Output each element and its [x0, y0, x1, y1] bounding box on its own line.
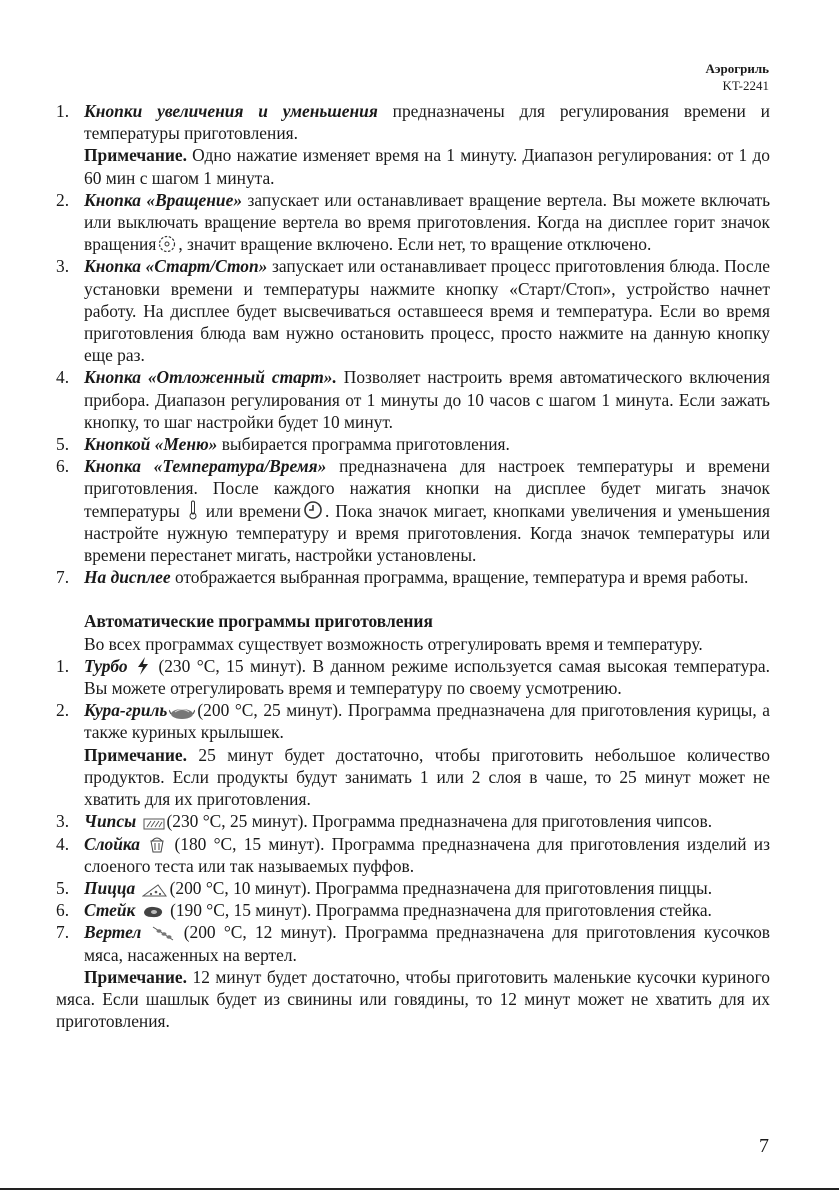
program-item-2 [56, 699, 770, 743]
item-text: отображается выбранная программа, вращение, температура и время работы. [170, 567, 749, 588]
item-title: Кнопка «Отложенный старт». [84, 367, 337, 388]
item-title: На дисплее [84, 567, 171, 588]
item-text: (230 °С, 25 минут). Программа предназначена для приготовления чипсов. [166, 811, 713, 832]
program-item-3 [56, 810, 770, 832]
item-title: Слойка [84, 833, 140, 854]
note-label: Примечание. [84, 744, 187, 765]
item-title: Пицца [84, 877, 136, 898]
item-text-tail: , значит вращение включено. Если нет, то вращение отключено. [178, 234, 652, 255]
item-text: выбирается программа приготовления. [217, 434, 510, 455]
thermometer-icon [188, 500, 198, 520]
item-title: Чипсы [84, 811, 137, 832]
control-item-4 [56, 366, 770, 433]
note-label: Примечание. [84, 966, 187, 987]
skewer-icon [152, 925, 174, 941]
note-text: 12 минут будет достаточно, чтобы приготовить маленькие кусочки куриного мяса. Если шашлык будет из свинины или говядины, то 12 минут может не хватить для их приготовления. [56, 966, 770, 1032]
bottom-rule [0, 1188, 839, 1190]
page-number: 7 [759, 1135, 769, 1157]
note-text: 25 минут будет достаточно, чтобы приготовить небольшое количество продуктов. Если продукты будут занимать 1 или 2 слоя в чаше, то 25 минут может не хватить для их приготовления. [84, 744, 770, 810]
item-text: (190 °С, 15 минут). Программа предназначена для приготовления стейка. [165, 900, 712, 921]
item-text: (200 °С, 25 минут). Программа предназначена для приготовления курицы, а также куриных крылышек. [84, 700, 770, 743]
program-item-1 [56, 655, 770, 699]
pastry-icon [149, 835, 165, 853]
item-title: Кура-гриль [84, 700, 168, 721]
control-item-6 [56, 455, 770, 566]
item-text: (230 °С, 15 минут). В данном режиме используется самая высокая температура. Вы можете отрегулировать время и температуру по своему усмотрению. [84, 655, 770, 699]
item-number: 7. [56, 922, 70, 943]
item-text: запускает или останавливает вращение вертела. Вы можете включать или выключать вращение вертела во время приготовления. Когда на дисплее горит значок вращения [84, 189, 771, 255]
item-number: 1. [56, 655, 70, 676]
item-title: Стейк [84, 900, 136, 921]
item-title: Турбо [84, 655, 128, 676]
page-content [56, 100, 770, 1032]
item-number: 5. [56, 434, 70, 455]
program-item-6 [56, 899, 770, 921]
item-text-tail: . Пока значок мигает, кнопками увеличения и уменьшения настройте нужную температуру и время приготовления. Когда значок температуры или времени перестанет мигать, настройки установлены. [84, 500, 770, 566]
final-note [56, 966, 770, 1033]
chicken-icon [169, 705, 195, 719]
item-text: (180 °С, 15 минут). Программа предназначена для приготовления изделий из слоеного теста или так называемых пуффов. [84, 833, 770, 876]
item-title: Кнопка «Вращение» [84, 189, 243, 210]
page-header [705, 60, 769, 94]
item-text: предназначены для регулирования времени и температуры приготовления. [84, 101, 770, 144]
fries-icon [143, 816, 165, 830]
control-item-7 [56, 566, 770, 588]
programs-heading: Автоматические программы приготовления [84, 611, 433, 632]
item-text: (200 °С, 12 минут). Программа предназначена для приготовления кусочков мяса, насаженных на вертел. [84, 922, 770, 965]
note-text: Одно нажатие изменяет время на 1 минуту. Диапазон регулирования: от 1 до 60 мин с шагом 1 минута. [84, 145, 770, 188]
programs-intro: Во всех программах существует возможность отрегулировать время и температуру. [84, 633, 703, 654]
lightning-icon [136, 657, 150, 675]
pizza-icon [142, 883, 168, 897]
program-item-4 [56, 833, 770, 877]
header-brand: Аэрогриль [705, 61, 769, 76]
item-title: Кнопки увеличения и уменьшения [84, 101, 378, 121]
item-number: 3. [56, 256, 70, 277]
item-title: Кнопка «Температура/Время» [84, 456, 327, 477]
item-number: 5. [56, 877, 70, 898]
item-number: 4. [56, 833, 70, 854]
item-text: (200 °С, 10 минут). Программа предназначена для приготовления пиццы. [169, 877, 713, 898]
steak-icon [142, 905, 164, 919]
program-item-7 [56, 921, 770, 965]
item-number: 6. [56, 456, 70, 477]
control-item-5 [56, 433, 770, 455]
item-number: 2. [56, 700, 70, 721]
item-title: Кнопкой «Меню» [84, 434, 218, 455]
item-number: 3. [56, 811, 70, 832]
item-text: предназначена для настроек температуры и времени приготовления. После каждого нажатия кнопки на дисплее будет мигать значок температуры [84, 456, 770, 521]
item-text-mid: или времени [199, 500, 301, 521]
item-number: 2. [56, 189, 70, 210]
control-item-1 [56, 100, 770, 144]
item-number: 7. [56, 567, 70, 588]
header-model: KT-2241 [722, 78, 769, 93]
rotation-icon [158, 235, 176, 253]
program-item-5 [56, 877, 770, 899]
control-note-1 [56, 144, 770, 188]
note-label: Примечание. [84, 145, 187, 166]
item-title: Вертел [84, 922, 142, 943]
item-number: 1. [56, 101, 70, 121]
item-text: Позволяет настроить время автоматического включения прибора. Диапазон регулирования от 1 минуты до 10 часов с шагом 1 минута. Если зажать кнопку, то шаг настройки будет 10 минут. [84, 367, 770, 432]
control-item-2 [56, 189, 770, 256]
clock-icon [303, 500, 323, 520]
control-item-3 [56, 255, 770, 366]
item-text: запускает или останавливает процесс приготовления блюда. После установки времени и температуры нажмите кнопку «Старт/Стоп», устройство начнет работу. На дисплее будет высвечиваться оставшееся время и температура. Если во время приготовления блюда вам нужно остановить процесс, просто нажмите на данную кнопку еще раз. [84, 256, 770, 366]
item-number: 4. [56, 367, 70, 388]
program-note-2 [56, 744, 770, 811]
item-number: 6. [56, 900, 70, 921]
item-title: Кнопка «Старт/Стоп» [84, 256, 268, 277]
